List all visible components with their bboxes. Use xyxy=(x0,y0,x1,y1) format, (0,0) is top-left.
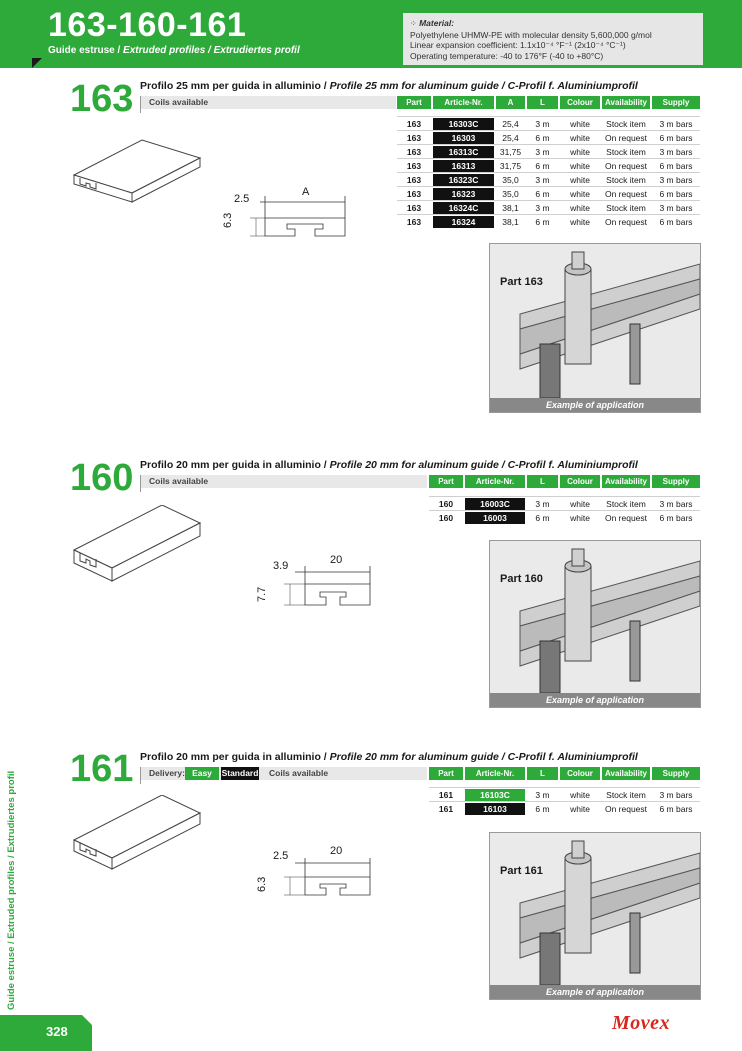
cross-section-drawing xyxy=(250,560,375,610)
material-line: Polyethylene UHMW-PE with molecular density 5,600,000 g/mol xyxy=(410,29,652,40)
cell-article: 16313C xyxy=(433,146,494,158)
subtitle-en: Extruded profiles / Extrudiertes profil xyxy=(123,45,300,56)
cell-colour: white xyxy=(570,119,590,129)
bar-tick xyxy=(140,488,141,492)
cell-availability: Stock item xyxy=(606,203,646,213)
cell-article: 16103C xyxy=(465,789,525,801)
cell-l: 6 m xyxy=(535,804,550,814)
bar-tick xyxy=(140,780,141,784)
cell-article: 16323 xyxy=(433,188,494,200)
cell-l: 6 m xyxy=(535,133,550,143)
th-supply: Supply xyxy=(652,96,700,109)
cell-part: 163 xyxy=(406,133,422,143)
cell-availability: Stock item xyxy=(606,499,646,509)
cell-supply: 6 m bars xyxy=(659,513,693,523)
dim-label: 6.3 xyxy=(256,876,268,892)
cell-l: 6 m xyxy=(535,189,550,199)
cell-supply: 6 m bars xyxy=(659,133,693,143)
cell-availability: On request xyxy=(604,513,648,523)
material-line: Linear expansion coefficient: 1.1x10⁻⁴ °F⁻¹ (2x10⁻⁴ °C⁻¹) xyxy=(410,40,626,50)
th-part: Part xyxy=(429,475,463,488)
cell-colour: white xyxy=(570,513,590,523)
section-title xyxy=(140,751,638,763)
table-row xyxy=(0,201,742,215)
table-row xyxy=(0,117,742,131)
cell-article: 16103 xyxy=(465,803,525,815)
cell-a: 25,4 xyxy=(502,119,519,129)
cell-a: 35,0 xyxy=(502,175,519,185)
section-number: 163 xyxy=(70,78,134,120)
cell-article: 16003 xyxy=(465,512,525,524)
cell-availability: Stock item xyxy=(606,119,646,129)
cell-article: 16324 xyxy=(433,216,494,228)
part-label: Part 160 xyxy=(500,573,543,585)
section-number: 160 xyxy=(70,457,134,499)
cell-colour: white xyxy=(570,161,590,171)
cell-availability: On request xyxy=(604,133,648,143)
cell-l: 3 m xyxy=(535,790,550,800)
cell-article: 16313 xyxy=(433,160,494,172)
cell-part: 163 xyxy=(406,189,422,199)
cell-colour: white xyxy=(570,189,590,199)
th-supply: Supply xyxy=(652,767,700,780)
cell-availability: Stock item xyxy=(606,790,646,800)
corner-mark xyxy=(32,58,42,68)
movex-logo: Movex xyxy=(612,1012,671,1034)
cell-colour: white xyxy=(570,217,590,227)
title-it: Profilo 20 mm per guida in alluminio / xyxy=(140,751,330,763)
title-en: Profile 25 mm for aluminum guide / C-Profil f. Aluminiumprofil xyxy=(329,80,638,92)
application-photo xyxy=(489,243,701,413)
cell-availability: Stock item xyxy=(606,147,646,157)
photo-caption: Example of application xyxy=(490,398,700,412)
dim-label: 2.5 xyxy=(234,193,250,205)
cell-l: 6 m xyxy=(535,217,550,227)
cell-part: 161 xyxy=(438,790,454,800)
material-line: Operating temperature: -40 to 176°F (-40 to +80°C) xyxy=(410,50,604,61)
cell-l: 6 m xyxy=(535,513,550,523)
dim-label: 2.5 xyxy=(273,850,289,862)
cell-article: 16324C xyxy=(433,202,494,214)
th-availability: Availability xyxy=(602,475,650,488)
cell-l: 3 m xyxy=(535,203,550,213)
delivery-easy-badge: Easy xyxy=(185,767,219,780)
th-part: Part xyxy=(397,96,431,109)
cell-article: 16323C xyxy=(433,174,494,186)
cell-article: 16003C xyxy=(465,498,525,510)
cell-colour: white xyxy=(570,790,590,800)
title-it: Profilo 25 mm per guida in alluminio / xyxy=(140,80,330,92)
conveyor-illustration xyxy=(490,244,700,398)
section-number: 161 xyxy=(70,748,134,790)
table-row xyxy=(0,802,742,816)
section-title xyxy=(140,80,638,92)
page-title: 163-160-161 xyxy=(48,6,247,44)
cell-a: 35,0 xyxy=(502,189,519,199)
th-l: L xyxy=(527,96,558,109)
th-article: Article-Nr. xyxy=(433,96,494,109)
molecule-icon: ⁘ xyxy=(410,19,417,28)
cell-article: 16303 xyxy=(433,132,494,144)
cross-section-drawing xyxy=(250,855,375,900)
cell-part: 163 xyxy=(406,217,422,227)
cell-l: 3 m xyxy=(535,499,550,509)
coils-label: Coils available xyxy=(269,768,329,778)
title-en: Profile 20 mm for aluminum guide / C-Profil f. Aluminiumprofil xyxy=(329,459,638,471)
cell-availability: On request xyxy=(604,217,648,227)
cell-availability: On request xyxy=(604,161,648,171)
th-supply: Supply xyxy=(652,475,700,488)
th-l: L xyxy=(527,767,558,780)
cell-colour: white xyxy=(570,203,590,213)
cell-availability: On request xyxy=(604,189,648,199)
cell-supply: 3 m bars xyxy=(659,499,693,509)
table-row xyxy=(0,497,742,511)
dim-label: A xyxy=(302,186,310,198)
corner-mark xyxy=(82,1015,92,1025)
title-it: Profilo 20 mm per guida in alluminio / xyxy=(140,459,330,471)
cell-colour: white xyxy=(570,147,590,157)
th-colour: Colour xyxy=(560,767,600,780)
th-availability: Availability xyxy=(602,96,650,109)
table-row xyxy=(0,212,742,229)
delivery-label: Delivery: xyxy=(149,768,185,778)
cell-a: 31,75 xyxy=(499,147,522,157)
part-label: Part 163 xyxy=(500,276,543,288)
side-label: Guide estruse / Extruded profiles / Extrudiertes profil xyxy=(6,770,17,1010)
delivery-bar xyxy=(140,767,427,780)
cell-part: 160 xyxy=(438,499,454,509)
cell-part: 163 xyxy=(406,175,422,185)
application-photo xyxy=(489,832,701,1000)
coils-bar: Coils available xyxy=(140,475,427,488)
th-l: L xyxy=(527,475,558,488)
photo-caption: Example of application xyxy=(490,693,700,707)
part-label: Part 161 xyxy=(500,865,543,877)
table-row xyxy=(0,173,742,187)
dim-label: 20 xyxy=(330,845,343,857)
cell-supply: 6 m bars xyxy=(659,161,693,171)
cell-availability: Stock item xyxy=(606,175,646,185)
material-heading: Material: xyxy=(419,18,455,28)
dim-label: 3.9 xyxy=(273,560,289,572)
cell-part: 163 xyxy=(406,161,422,171)
cell-colour: white xyxy=(570,499,590,509)
application-photo xyxy=(489,540,701,708)
conveyor-illustration xyxy=(490,541,700,693)
subtitle-it: Guide estruse / xyxy=(48,45,124,56)
table-row xyxy=(0,511,742,525)
cell-supply: 6 m bars xyxy=(659,189,693,199)
th-colour: Colour xyxy=(560,96,600,109)
title-en: Profile 20 mm for aluminum guide / C-Profil f. Aluminiumprofil xyxy=(329,751,638,763)
cell-a: 38,1 xyxy=(502,203,519,213)
conveyor-illustration xyxy=(490,833,700,985)
cell-l: 3 m xyxy=(535,119,550,129)
cell-l: 6 m xyxy=(535,161,550,171)
cell-a: 31,75 xyxy=(499,161,522,171)
th-article: Article-Nr. xyxy=(465,767,525,780)
th-availability: Availability xyxy=(602,767,650,780)
dim-label: 7.7 xyxy=(256,586,268,602)
page-subtitle xyxy=(48,45,300,56)
material-box xyxy=(403,13,703,65)
cell-colour: white xyxy=(570,175,590,185)
cell-supply: 3 m bars xyxy=(659,175,693,185)
bar-tick xyxy=(140,109,141,113)
cell-supply: 6 m bars xyxy=(659,217,693,227)
table-row xyxy=(0,145,742,159)
th-a: A xyxy=(496,96,525,109)
cell-supply: 6 m bars xyxy=(659,804,693,814)
cell-l: 3 m xyxy=(535,175,550,185)
page-number: 328 xyxy=(46,1024,68,1039)
cell-article: 16303C xyxy=(433,118,494,130)
cell-availability: On request xyxy=(604,804,648,814)
delivery-standard-badge: Standard xyxy=(221,768,259,778)
th-part: Part xyxy=(429,767,463,780)
cell-part: 160 xyxy=(438,513,454,523)
table-row xyxy=(0,159,742,173)
cell-l: 3 m xyxy=(535,147,550,157)
cell-colour: white xyxy=(570,133,590,143)
cell-colour: white xyxy=(570,804,590,814)
coils-bar: Coils available xyxy=(140,96,396,109)
cell-supply: 3 m bars xyxy=(659,119,693,129)
th-article: Article-Nr. xyxy=(465,475,525,488)
cell-supply: 3 m bars xyxy=(659,203,693,213)
dim-label: 6.3 xyxy=(222,212,234,228)
cell-part: 161 xyxy=(438,804,454,814)
cell-supply: 3 m bars xyxy=(659,147,693,157)
th-colour: Colour xyxy=(560,475,600,488)
photo-caption: Example of application xyxy=(490,985,700,999)
cell-part: 163 xyxy=(406,147,422,157)
table-row xyxy=(0,788,742,802)
table-row xyxy=(0,131,742,145)
cell-part: 163 xyxy=(406,119,422,129)
dim-label: 20 xyxy=(330,554,343,566)
cell-part: 163 xyxy=(406,203,422,213)
cell-a: 25,4 xyxy=(502,133,519,143)
table-row xyxy=(0,187,742,201)
cell-supply: 3 m bars xyxy=(659,790,693,800)
section-title xyxy=(140,459,638,471)
cell-a: 38,1 xyxy=(502,217,519,227)
